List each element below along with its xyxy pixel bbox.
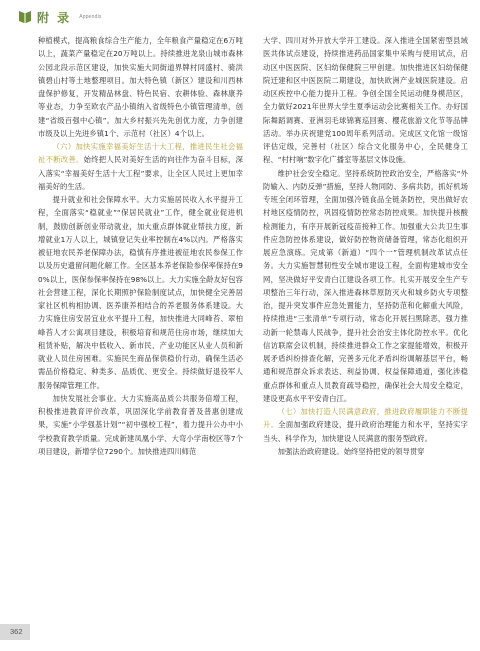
- paragraph: 种植模式，提高粮食综合生产能力，全年粮食产量稳定在6万吨以上，蔬菜产量稳定在20万吨以上。持续推进龙泉山城市森林公园北段示范区建设，加快实施大同街道界牌村同盛村、骑洪镇碧山村等土地整理项目。加大特色镇（新区）建设和川西林盘保护修复，开发精品林盘、特色民宿、农耕体验、森林康养等业态，力争至欧农产品小镇纳入省级特色小镇管理清单，创建“省级百强中心镇”。加大乡村振兴先先创优力度，力争创建市级及以上先进乡镇1个、示范村（社区）4个以上。: [38, 36, 243, 138]
- text-columns: [38, 34, 468, 624]
- paragraph: 加快发展社会事业。大力实施高品质公共服务倍增工程，积极推进教育评价改革，巩固深化学前教育普及普惠创建成果，实施“小学强基计划”“初中强校工程”，着力提升公办中小学校教育教学质量。完成新建凤凰小学、大弯小学南校区等7个项目建设，新增学位7290个。加快推进四川师范: [38, 393, 243, 456]
- paragraph: 维护社会安全稳定。坚持系统防控政治安全，严格落实“外防输入、内防反弹”措施，坚持人物同防、多病共防，抓好机场专班全闭环管理，全面加强冷链食品全链条防控，突出做好农村地区疫情防控，巩固疫情防控常态防控成果。加快提升核酸检测能力，有序开展新冠疫苗接种工作。加强重大公共卫生事件应急防控体系建设，做好防控物资储备管理，常态化组织开展应急演练。完成第（新道）“四个一”管理机制改革试点任务。大力实施智慧韧性安全城市建设工程，全面构建城市安全网，坚决做好平安青白江建设各项工作。扎实开展安全生产专项整治三年行动，深入推进森林草原防灭火和城乡防火专项整治，提升突发事件应急处置能力，坚持防范和化解重大风险，持续推进“三张清单”专项行动，常态化开展扫黑除恶，强力推动新一轮禁毒人民战争，提升社会治安主体化防控水平。优化信访联席会议机制，持续推进群众工作之家提能增效，积极开展矛盾纠纷排查化解，完善多元化矛盾纠纷调解基层平台，畅通和规范群众诉求表达、利益协调、权益保障通道，强化涉稳重点群体和重点人员教育疏导稳控，确保社会大局安全稳定，建设更高水平平安青白江。: [263, 168, 468, 403]
- paragraph-with-subhead: [263, 405, 468, 445]
- page-number: 362: [10, 627, 23, 636]
- paragraph: 加强法治政府建设。始终坚持把党的领导贯穿: [277, 446, 425, 456]
- paragraph-body: 始终把人民对美好生活的向往作为奋斗目标，深入落实“幸福美好生活十大工程”要求，让全区人民过上更加幸福美好的生活。: [38, 155, 243, 191]
- right-column: [263, 34, 468, 624]
- section-title: 附 录: [37, 10, 72, 25]
- subheading: （六）加快实施幸福美好生活十大工程，推进民生社会福祉不断改善。: [38, 142, 243, 165]
- paragraph-body: 全面加强政府建设，提升政府治理能力和水平，坚持实字当头、科学作为，加快建设人民满意的服务型政府。: [263, 420, 469, 443]
- paragraph: 大学、四川对外开放大学开工建设。深入推进全国紧密型县域医共体试点建设，持续推进药品国家集中采购与使用试点，启动区中医医院、区妇幼保健院三甲创建。加快推进区妇幼保健院迁建和区中医医院二期建设，加快欧洲产业城医院建设。启动区疾控中心能力提升工程。争创全国全民运动健身模范区，全力做好2021年世界大学生夏季运动会比赛相关工作。办好国际舞蹈调赛、亚洲羽毛球锦赛巡回赛、樱花旅游文化节等品牌活动。举办庆祝建党100周年系列活动。完成区文化馆一级馆评估定级，完善村（社区）综合文化服务中心，全民健身工程、“村村响”数字化广播室等基层文体设施。: [263, 36, 468, 165]
- page-header: [17, 8, 480, 26]
- paragraph: 提升就业和社会保障水平。大力实施居民收入水平提升工程，全面落实“稳就业”“保居民就业”工作，健全就业促进机制，鼓励创新创业带动就业，加大重点群体就业帮扶力度，新增就业1万人以上，城镇登记失业率控制在4%以内。严格落实被征地农民养老保障办法，稳慎有序推进被征地农民参保工作以及历史遗留问题化解工作。全区基本养老保险参保率保持在90%以上，医保参保率保持在98%以上。大力实施全龄友好包容社会营建工程，深化长期照护保险制度试点，加快健全完善居家社区机构相协调、医养康养相结合的养老服务体系建设。大力实施住房安居宜业水平提升工程，加快推进大同峰苔、翠柏峰苔人才公寓项目建设，积极培育和规范住房市场，继续加大租赁补贴，解决中低收入、新市民、产业功能区从业人员和新就业人员住房困难。实施民生商品保供稳价行动，确保生活必需品价格稳定、种类多、品质优、更安全。持续做好退役军人服务保障管理工作。: [38, 195, 243, 390]
- page-number-tab: [0, 624, 30, 640]
- section-subtitle: Appendix: [79, 14, 102, 20]
- book-logo-icon: [17, 9, 33, 25]
- subheading: （七）加快打造人民满意政府，推进政府履职能力不断提升。: [263, 407, 468, 430]
- paragraph-with-subhead: [38, 140, 243, 193]
- left-column: [38, 34, 243, 624]
